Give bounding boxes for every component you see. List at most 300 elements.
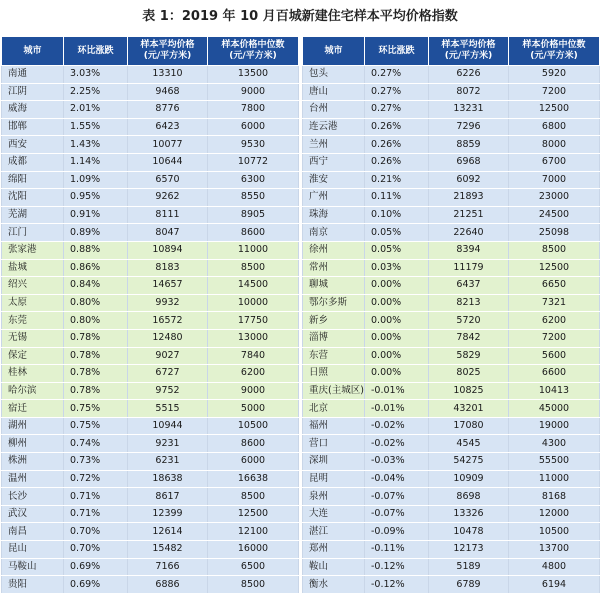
table-row	[2, 83, 299, 101]
average-price-cell: 6570	[128, 171, 208, 189]
median-price-cell: 6194	[509, 576, 600, 594]
table-row	[2, 400, 299, 418]
change-cell: -0.07%	[365, 488, 429, 506]
table-row	[2, 312, 299, 330]
table-row	[303, 435, 600, 453]
average-price-cell: 6727	[128, 365, 208, 383]
city-cell: 郑州	[303, 541, 365, 559]
change-cell: 0.69%	[64, 558, 128, 576]
median-price-cell: 9530	[208, 136, 299, 154]
table-row	[303, 66, 600, 84]
change-cell: 0.91%	[64, 206, 128, 224]
header-average-price: 样本平均价格 (元/平方米)	[429, 37, 509, 66]
change-cell: 0.03%	[365, 259, 429, 277]
table-header-row	[303, 37, 600, 66]
average-price-cell: 5189	[429, 558, 509, 576]
median-price-cell: 11000	[208, 241, 299, 259]
change-cell: 0.88%	[64, 241, 128, 259]
average-price-cell: 15482	[128, 541, 208, 559]
header-change: 环比涨跌	[365, 37, 429, 66]
city-cell: 哈尔滨	[2, 382, 64, 400]
city-cell: 营口	[303, 435, 365, 453]
city-cell: 淮安	[303, 171, 365, 189]
city-cell: 江门	[2, 224, 64, 242]
median-price-cell: 10000	[208, 294, 299, 312]
median-price-cell: 24500	[509, 206, 600, 224]
city-cell: 珠海	[303, 206, 365, 224]
change-cell: 0.80%	[64, 312, 128, 330]
city-cell: 贵阳	[2, 576, 64, 594]
table-title: 表 1：2019 年 10 月百城新建住宅样本平均价格指数	[142, 9, 458, 24]
average-price-cell: 17080	[429, 417, 509, 435]
table-row	[2, 277, 299, 295]
average-price-cell: 13231	[429, 101, 509, 119]
city-cell: 武汉	[2, 505, 64, 523]
table-row	[303, 400, 600, 418]
change-cell: -0.11%	[365, 541, 429, 559]
table-row	[2, 259, 299, 277]
change-cell: 0.75%	[64, 400, 128, 418]
average-price-cell: 12399	[128, 505, 208, 523]
average-price-cell: 8183	[128, 259, 208, 277]
median-price-cell: 8500	[208, 576, 299, 594]
median-price-cell: 13000	[208, 329, 299, 347]
header-city: 城市	[303, 37, 365, 66]
change-cell: -0.03%	[365, 453, 429, 471]
median-price-cell: 7200	[509, 83, 600, 101]
city-cell: 淄博	[303, 329, 365, 347]
city-cell: 长沙	[2, 488, 64, 506]
city-cell: 徐州	[303, 241, 365, 259]
average-price-cell: 6423	[128, 118, 208, 136]
city-cell: 柳州	[2, 435, 64, 453]
city-cell: 南京	[303, 224, 365, 242]
city-cell: 桂林	[2, 365, 64, 383]
average-price-cell: 8617	[128, 488, 208, 506]
change-cell: 1.55%	[64, 118, 128, 136]
city-cell: 聊城	[303, 277, 365, 295]
change-cell: 0.27%	[365, 66, 429, 84]
city-cell: 成都	[2, 153, 64, 171]
median-price-cell: 12100	[208, 523, 299, 541]
change-cell: 0.00%	[365, 277, 429, 295]
average-price-cell: 18638	[128, 470, 208, 488]
change-cell: 0.71%	[64, 488, 128, 506]
table-row	[303, 136, 600, 154]
change-cell: 0.27%	[365, 83, 429, 101]
average-price-cell: 6437	[429, 277, 509, 295]
city-cell: 张家港	[2, 241, 64, 259]
city-cell: 连云港	[303, 118, 365, 136]
change-cell: 0.74%	[64, 435, 128, 453]
average-price-cell: 8698	[429, 488, 509, 506]
city-cell: 唐山	[303, 83, 365, 101]
city-cell: 绍兴	[2, 277, 64, 295]
table-row	[303, 453, 600, 471]
average-price-cell: 9027	[128, 347, 208, 365]
change-cell: 0.26%	[365, 136, 429, 154]
median-price-cell: 6200	[509, 312, 600, 330]
city-cell: 江阴	[2, 83, 64, 101]
table-row	[2, 382, 299, 400]
table-row	[2, 347, 299, 365]
table-row	[2, 294, 299, 312]
change-cell: 0.10%	[365, 206, 429, 224]
average-price-cell: 13310	[128, 66, 208, 84]
table-row	[303, 382, 600, 400]
median-price-cell: 14500	[208, 277, 299, 295]
table-row	[303, 488, 600, 506]
city-cell: 大连	[303, 505, 365, 523]
change-cell: 1.14%	[64, 153, 128, 171]
median-price-cell: 10500	[509, 523, 600, 541]
table-row	[303, 224, 600, 242]
median-price-cell: 5000	[208, 400, 299, 418]
median-price-cell: 6500	[208, 558, 299, 576]
city-cell: 威海	[2, 101, 64, 119]
change-cell: -0.01%	[365, 382, 429, 400]
average-price-cell: 10077	[128, 136, 208, 154]
table-row	[2, 470, 299, 488]
header-average-price: 样本平均价格 (元/平方米)	[128, 37, 208, 66]
change-cell: -0.02%	[365, 435, 429, 453]
median-price-cell: 7800	[208, 101, 299, 119]
average-price-cell: 5720	[429, 312, 509, 330]
city-cell: 鄂尔多斯	[303, 294, 365, 312]
median-price-cell: 12500	[208, 505, 299, 523]
header-median-price: 样本价格中位数 (元/平方米)	[509, 37, 600, 66]
median-price-cell: 16638	[208, 470, 299, 488]
table-row	[2, 435, 299, 453]
table-row	[303, 294, 600, 312]
table-row	[303, 347, 600, 365]
median-price-cell: 6300	[208, 171, 299, 189]
median-price-cell: 10413	[509, 382, 600, 400]
median-price-cell: 8000	[509, 136, 600, 154]
average-price-cell: 8859	[429, 136, 509, 154]
table-row	[2, 523, 299, 541]
median-price-cell: 8168	[509, 488, 600, 506]
change-cell: 0.84%	[64, 277, 128, 295]
change-cell: 2.01%	[64, 101, 128, 119]
city-cell: 太原	[2, 294, 64, 312]
table-header-row	[2, 37, 299, 66]
average-price-cell: 10894	[128, 241, 208, 259]
average-price-cell: 4545	[429, 435, 509, 453]
average-price-cell: 6789	[429, 576, 509, 594]
table-row	[303, 118, 600, 136]
change-cell: 0.73%	[64, 453, 128, 471]
change-cell: -0.02%	[365, 417, 429, 435]
table-row	[2, 189, 299, 207]
average-price-cell: 43201	[429, 400, 509, 418]
change-cell: 0.72%	[64, 470, 128, 488]
change-cell: -0.09%	[365, 523, 429, 541]
average-price-cell: 7842	[429, 329, 509, 347]
table-row	[2, 488, 299, 506]
city-cell: 昆明	[303, 470, 365, 488]
table-row	[303, 206, 600, 224]
city-cell: 泉州	[303, 488, 365, 506]
city-cell: 西安	[2, 136, 64, 154]
change-cell: -0.04%	[365, 470, 429, 488]
median-price-cell: 6200	[208, 365, 299, 383]
average-price-cell: 9231	[128, 435, 208, 453]
average-price-cell: 9932	[128, 294, 208, 312]
median-price-cell: 6800	[509, 118, 600, 136]
change-cell: 0.75%	[64, 417, 128, 435]
median-price-cell: 13500	[208, 66, 299, 84]
average-price-cell: 6886	[128, 576, 208, 594]
table-row	[2, 171, 299, 189]
median-price-cell: 10500	[208, 417, 299, 435]
city-cell: 东营	[303, 347, 365, 365]
city-cell: 宿迁	[2, 400, 64, 418]
city-cell: 株洲	[2, 453, 64, 471]
median-price-cell: 9000	[208, 382, 299, 400]
average-price-cell: 12173	[429, 541, 509, 559]
average-price-cell: 8025	[429, 365, 509, 383]
city-cell: 鞍山	[303, 558, 365, 576]
median-price-cell: 12500	[509, 259, 600, 277]
average-price-cell: 10644	[128, 153, 208, 171]
average-price-cell: 10909	[429, 470, 509, 488]
average-price-cell: 21251	[429, 206, 509, 224]
table-row	[303, 365, 600, 383]
median-price-cell: 5600	[509, 347, 600, 365]
table-row	[2, 417, 299, 435]
header-change: 环比涨跌	[64, 37, 128, 66]
table-row	[2, 558, 299, 576]
average-price-cell: 16572	[128, 312, 208, 330]
header-median-price: 样本价格中位数 (元/平方米)	[208, 37, 299, 66]
average-price-cell: 12614	[128, 523, 208, 541]
table-row	[303, 259, 600, 277]
table-row	[2, 365, 299, 383]
city-cell: 台州	[303, 101, 365, 119]
change-cell: 0.78%	[64, 382, 128, 400]
city-cell: 重庆(主城区)	[303, 382, 365, 400]
median-price-cell: 4300	[509, 435, 600, 453]
median-price-cell: 55500	[509, 453, 600, 471]
price-index-table-left	[1, 36, 299, 594]
city-cell: 湖州	[2, 417, 64, 435]
average-price-cell: 10478	[429, 523, 509, 541]
city-cell: 无锡	[2, 329, 64, 347]
median-price-cell: 8500	[208, 259, 299, 277]
change-cell: -0.01%	[365, 400, 429, 418]
change-cell: 0.00%	[365, 365, 429, 383]
table-row	[303, 541, 600, 559]
change-cell: 2.25%	[64, 83, 128, 101]
table-row	[2, 118, 299, 136]
median-price-cell: 7840	[208, 347, 299, 365]
city-cell: 马鞍山	[2, 558, 64, 576]
average-price-cell: 54275	[429, 453, 509, 471]
average-price-cell: 6226	[429, 66, 509, 84]
median-price-cell: 4800	[509, 558, 600, 576]
average-price-cell: 6092	[429, 171, 509, 189]
table-row	[303, 576, 600, 594]
city-cell: 常州	[303, 259, 365, 277]
table-row	[2, 453, 299, 471]
median-price-cell: 13700	[509, 541, 600, 559]
median-price-cell: 7200	[509, 329, 600, 347]
city-cell: 东莞	[2, 312, 64, 330]
median-price-cell: 8905	[208, 206, 299, 224]
table-row	[303, 417, 600, 435]
table-row	[2, 329, 299, 347]
table-row	[303, 241, 600, 259]
header-city: 城市	[2, 37, 64, 66]
median-price-cell: 6000	[208, 118, 299, 136]
median-price-cell: 19000	[509, 417, 600, 435]
price-index-table-right	[302, 36, 600, 594]
median-price-cell: 8600	[208, 224, 299, 242]
average-price-cell: 14657	[128, 277, 208, 295]
change-cell: 0.86%	[64, 259, 128, 277]
city-cell: 保定	[2, 347, 64, 365]
median-price-cell: 8550	[208, 189, 299, 207]
average-price-cell: 6968	[429, 153, 509, 171]
median-price-cell: 10772	[208, 153, 299, 171]
median-price-cell: 45000	[509, 400, 600, 418]
change-cell: -0.12%	[365, 576, 429, 594]
median-price-cell: 6700	[509, 153, 600, 171]
city-cell: 沈阳	[2, 189, 64, 207]
change-cell: 0.00%	[365, 329, 429, 347]
change-cell: 0.00%	[365, 312, 429, 330]
city-cell: 南昌	[2, 523, 64, 541]
median-price-cell: 8600	[208, 435, 299, 453]
change-cell: 0.78%	[64, 329, 128, 347]
change-cell: 0.89%	[64, 224, 128, 242]
city-cell: 南通	[2, 66, 64, 84]
average-price-cell: 11179	[429, 259, 509, 277]
city-cell: 福州	[303, 417, 365, 435]
change-cell: 0.26%	[365, 118, 429, 136]
city-cell: 兰州	[303, 136, 365, 154]
change-cell: 0.70%	[64, 541, 128, 559]
change-cell: 0.27%	[365, 101, 429, 119]
table-row	[303, 329, 600, 347]
average-price-cell: 22640	[429, 224, 509, 242]
table-row	[2, 206, 299, 224]
city-cell: 日照	[303, 365, 365, 383]
change-cell: 3.03%	[64, 66, 128, 84]
change-cell: 0.78%	[64, 347, 128, 365]
median-price-cell: 12500	[509, 101, 600, 119]
table-row	[303, 189, 600, 207]
average-price-cell: 7296	[429, 118, 509, 136]
city-cell: 邯郸	[2, 118, 64, 136]
table-row	[303, 101, 600, 119]
change-cell: 0.05%	[365, 224, 429, 242]
table-row	[2, 224, 299, 242]
average-price-cell: 8111	[128, 206, 208, 224]
city-cell: 湛江	[303, 523, 365, 541]
table-row	[303, 558, 600, 576]
table-row	[303, 523, 600, 541]
average-price-cell: 9262	[128, 189, 208, 207]
city-cell: 新乡	[303, 312, 365, 330]
average-price-cell: 6231	[128, 453, 208, 471]
median-price-cell: 6000	[208, 453, 299, 471]
change-cell: 0.78%	[64, 365, 128, 383]
average-price-cell: 10825	[429, 382, 509, 400]
change-cell: 0.00%	[365, 347, 429, 365]
city-cell: 芜湖	[2, 206, 64, 224]
change-cell: 0.95%	[64, 189, 128, 207]
city-cell: 盐城	[2, 259, 64, 277]
median-price-cell: 6650	[509, 277, 600, 295]
average-price-cell: 21893	[429, 189, 509, 207]
table-row	[303, 277, 600, 295]
city-cell: 西宁	[303, 153, 365, 171]
average-price-cell: 8394	[429, 241, 509, 259]
average-price-cell: 8047	[128, 224, 208, 242]
average-price-cell: 5515	[128, 400, 208, 418]
median-price-cell: 5920	[509, 66, 600, 84]
table-row	[303, 153, 600, 171]
city-cell: 包头	[303, 66, 365, 84]
table-row	[303, 83, 600, 101]
change-cell: -0.12%	[365, 558, 429, 576]
table-row	[2, 101, 299, 119]
table-row	[2, 505, 299, 523]
change-cell: 0.70%	[64, 523, 128, 541]
median-price-cell: 8500	[208, 488, 299, 506]
median-price-cell: 6600	[509, 365, 600, 383]
change-cell: 0.80%	[64, 294, 128, 312]
table-row	[2, 241, 299, 259]
median-price-cell: 23000	[509, 189, 600, 207]
change-cell: 0.69%	[64, 576, 128, 594]
average-price-cell: 10944	[128, 417, 208, 435]
city-cell: 昆山	[2, 541, 64, 559]
change-cell: 0.11%	[365, 189, 429, 207]
change-cell: -0.07%	[365, 505, 429, 523]
table-row	[2, 153, 299, 171]
average-price-cell: 13326	[429, 505, 509, 523]
table-row	[303, 505, 600, 523]
table-row	[2, 576, 299, 594]
change-cell: 0.05%	[365, 241, 429, 259]
average-price-cell: 7166	[128, 558, 208, 576]
median-price-cell: 12000	[509, 505, 600, 523]
city-cell: 绵阳	[2, 171, 64, 189]
median-price-cell: 25098	[509, 224, 600, 242]
median-price-cell: 7000	[509, 171, 600, 189]
change-cell: 0.26%	[365, 153, 429, 171]
change-cell: 0.21%	[365, 171, 429, 189]
change-cell: 0.00%	[365, 294, 429, 312]
change-cell: 1.43%	[64, 136, 128, 154]
city-cell: 北京	[303, 400, 365, 418]
average-price-cell: 9752	[128, 382, 208, 400]
median-price-cell: 9000	[208, 83, 299, 101]
median-price-cell: 7321	[509, 294, 600, 312]
table-row	[303, 312, 600, 330]
city-cell: 衡水	[303, 576, 365, 594]
change-cell: 0.71%	[64, 505, 128, 523]
table-row	[2, 66, 299, 84]
median-price-cell: 8500	[509, 241, 600, 259]
city-cell: 深圳	[303, 453, 365, 471]
table-row	[303, 470, 600, 488]
average-price-cell: 8213	[429, 294, 509, 312]
median-price-cell: 17750	[208, 312, 299, 330]
